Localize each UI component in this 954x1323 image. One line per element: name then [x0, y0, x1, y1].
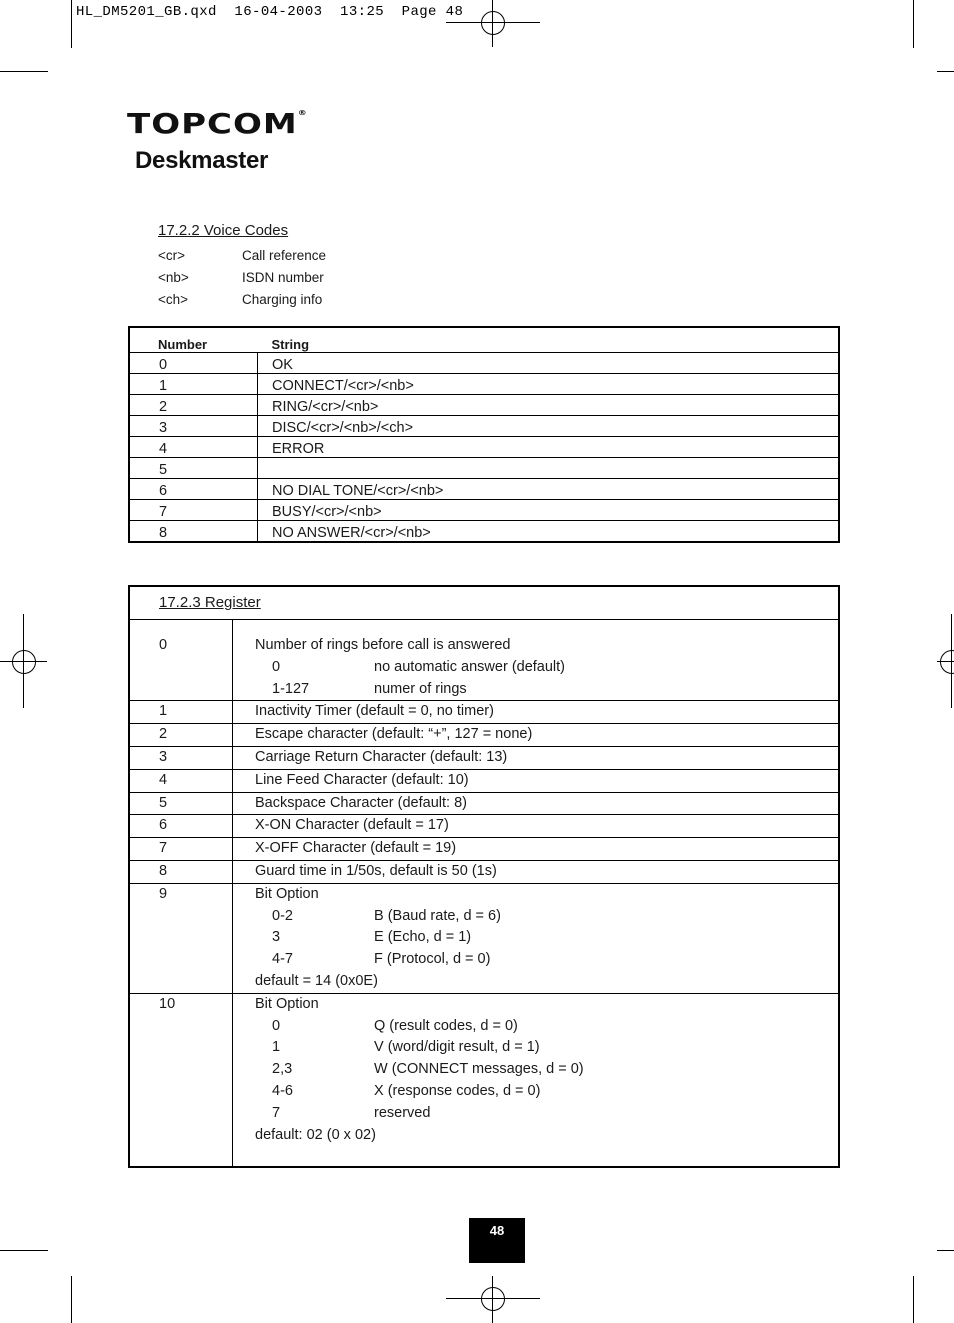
- topcom-logo: TOPCOM®: [127, 107, 308, 141]
- register-line: default: 02 (0 x 02): [255, 1126, 376, 1143]
- register-line: Guard time in 1/50s, default is 50 (1s): [255, 862, 497, 879]
- register-line: Bit Option: [255, 885, 319, 902]
- table-row: [129, 815, 839, 838]
- register-option: 7 reserved: [272, 1104, 431, 1121]
- product-name: Deskmaster: [135, 147, 269, 174]
- code-number: 8: [129, 521, 258, 543]
- register-option: 0 no automatic answer (default): [272, 658, 566, 675]
- table-row: [129, 620, 839, 701]
- register-line: X-ON Character (default = 17): [255, 817, 449, 834]
- register-description: [233, 883, 840, 993]
- register-description: [233, 838, 840, 861]
- register-number: 5: [129, 792, 233, 815]
- register-description: [233, 860, 840, 883]
- table-row: [129, 437, 839, 458]
- table-row: [129, 353, 839, 374]
- table-row: [129, 416, 839, 437]
- string-column-header: String: [271, 337, 310, 352]
- code-number: 1: [129, 374, 258, 395]
- register-number: 7: [129, 838, 233, 861]
- register-description: [233, 769, 840, 792]
- code-string: [258, 458, 840, 479]
- table-row: [129, 883, 839, 993]
- register-option: 0-2 B (Baud rate, d = 6): [272, 907, 501, 924]
- table-header-row: [129, 327, 839, 353]
- register-line: Backspace Character (default: 8): [255, 794, 467, 811]
- code-string: RING/<cr>/<nb>: [258, 395, 840, 416]
- code-string: NO DIAL TONE/<cr>/<nb>: [258, 479, 840, 500]
- table-row: [129, 500, 839, 521]
- code-number: 6: [129, 479, 258, 500]
- register-number: 4: [129, 769, 233, 792]
- page-number: 48: [469, 1218, 525, 1263]
- register-option: 4-6 X (response codes, d = 0): [272, 1082, 541, 1099]
- register-heading: 17.2.3 Register: [129, 586, 839, 620]
- register-description: [233, 620, 840, 701]
- register-description: [233, 701, 840, 724]
- register-number: 3: [129, 746, 233, 769]
- table-row: [129, 746, 839, 769]
- register-description: [233, 746, 840, 769]
- table-row: [129, 860, 839, 883]
- legend-item: <nb> ISDN number: [158, 269, 324, 285]
- voice-codes-heading: 17.2.2 Voice Codes: [158, 222, 289, 239]
- register-line: Inactivity Timer (default = 0, no timer): [255, 703, 494, 720]
- register-line: Number of rings before call is answered: [255, 637, 511, 653]
- register-description: [233, 993, 840, 1167]
- code-number: 7: [129, 500, 258, 521]
- table-row: [129, 458, 839, 479]
- register-line: Bit Option: [255, 995, 319, 1012]
- register-table: [128, 585, 840, 1168]
- register-option: 0 Q (result codes, d = 0): [272, 1017, 518, 1034]
- legend-item: <cr> Call reference: [158, 247, 327, 263]
- code-string: BUSY/<cr>/<nb>: [258, 500, 840, 521]
- code-number: 3: [129, 416, 258, 437]
- table-row: [129, 993, 839, 1167]
- code-string: DISC/<cr>/<nb>/<ch>: [258, 416, 840, 437]
- register-description: [233, 815, 840, 838]
- voice-codes-table: [128, 326, 840, 543]
- register-option: 2,3 W (CONNECT messages, d = 0): [272, 1061, 584, 1078]
- register-line: Line Feed Character (default: 10): [255, 771, 469, 788]
- register-option: 1 V (word/digit result, d = 1): [272, 1039, 540, 1056]
- register-line: X-OFF Character (default = 19): [255, 840, 457, 857]
- code-string: OK: [258, 353, 840, 374]
- register-line: Escape character (default: “+”, 127 = none): [255, 726, 533, 743]
- register-number: 2: [129, 724, 233, 747]
- table-row: [129, 724, 839, 747]
- register-number: 6: [129, 815, 233, 838]
- register-description: [233, 792, 840, 815]
- table-row: [129, 792, 839, 815]
- register-option: 4-7 F (Protocol, d = 0): [272, 951, 491, 968]
- voice-codes-legend: [158, 244, 326, 310]
- table-row: [129, 479, 839, 500]
- register-number: 0: [129, 620, 233, 701]
- table-row: [129, 769, 839, 792]
- code-number: 4: [129, 437, 258, 458]
- register-number: 9: [129, 883, 233, 993]
- register-number: 8: [129, 860, 233, 883]
- print-slug: HL_DM5201_GB.qxd 16-04-2003 13:25 Page 48: [76, 4, 464, 20]
- register-line: Carriage Return Character (default: 13): [255, 748, 508, 765]
- code-number: 5: [129, 458, 258, 479]
- register-description: [233, 724, 840, 747]
- code-string: CONNECT/<cr>/<nb>: [258, 374, 840, 395]
- code-number: 0: [129, 353, 258, 374]
- register-option: 3 E (Echo, d = 1): [272, 929, 472, 946]
- register-line: default = 14 (0x0E): [255, 972, 378, 989]
- code-string: ERROR: [258, 437, 840, 458]
- code-number: 2: [129, 395, 258, 416]
- table-row: [129, 838, 839, 861]
- table-row: [129, 374, 839, 395]
- table-row: [129, 395, 839, 416]
- legend-item: <ch> Charging info: [158, 291, 323, 307]
- code-string: NO ANSWER/<cr>/<nb>: [258, 521, 840, 543]
- register-number: 1: [129, 701, 233, 724]
- register-option: 1-127 numer of rings: [272, 680, 467, 697]
- register-number: 10: [129, 993, 233, 1167]
- table-row: [129, 521, 839, 543]
- number-column-header: Number: [158, 337, 208, 352]
- table-row: [129, 701, 839, 724]
